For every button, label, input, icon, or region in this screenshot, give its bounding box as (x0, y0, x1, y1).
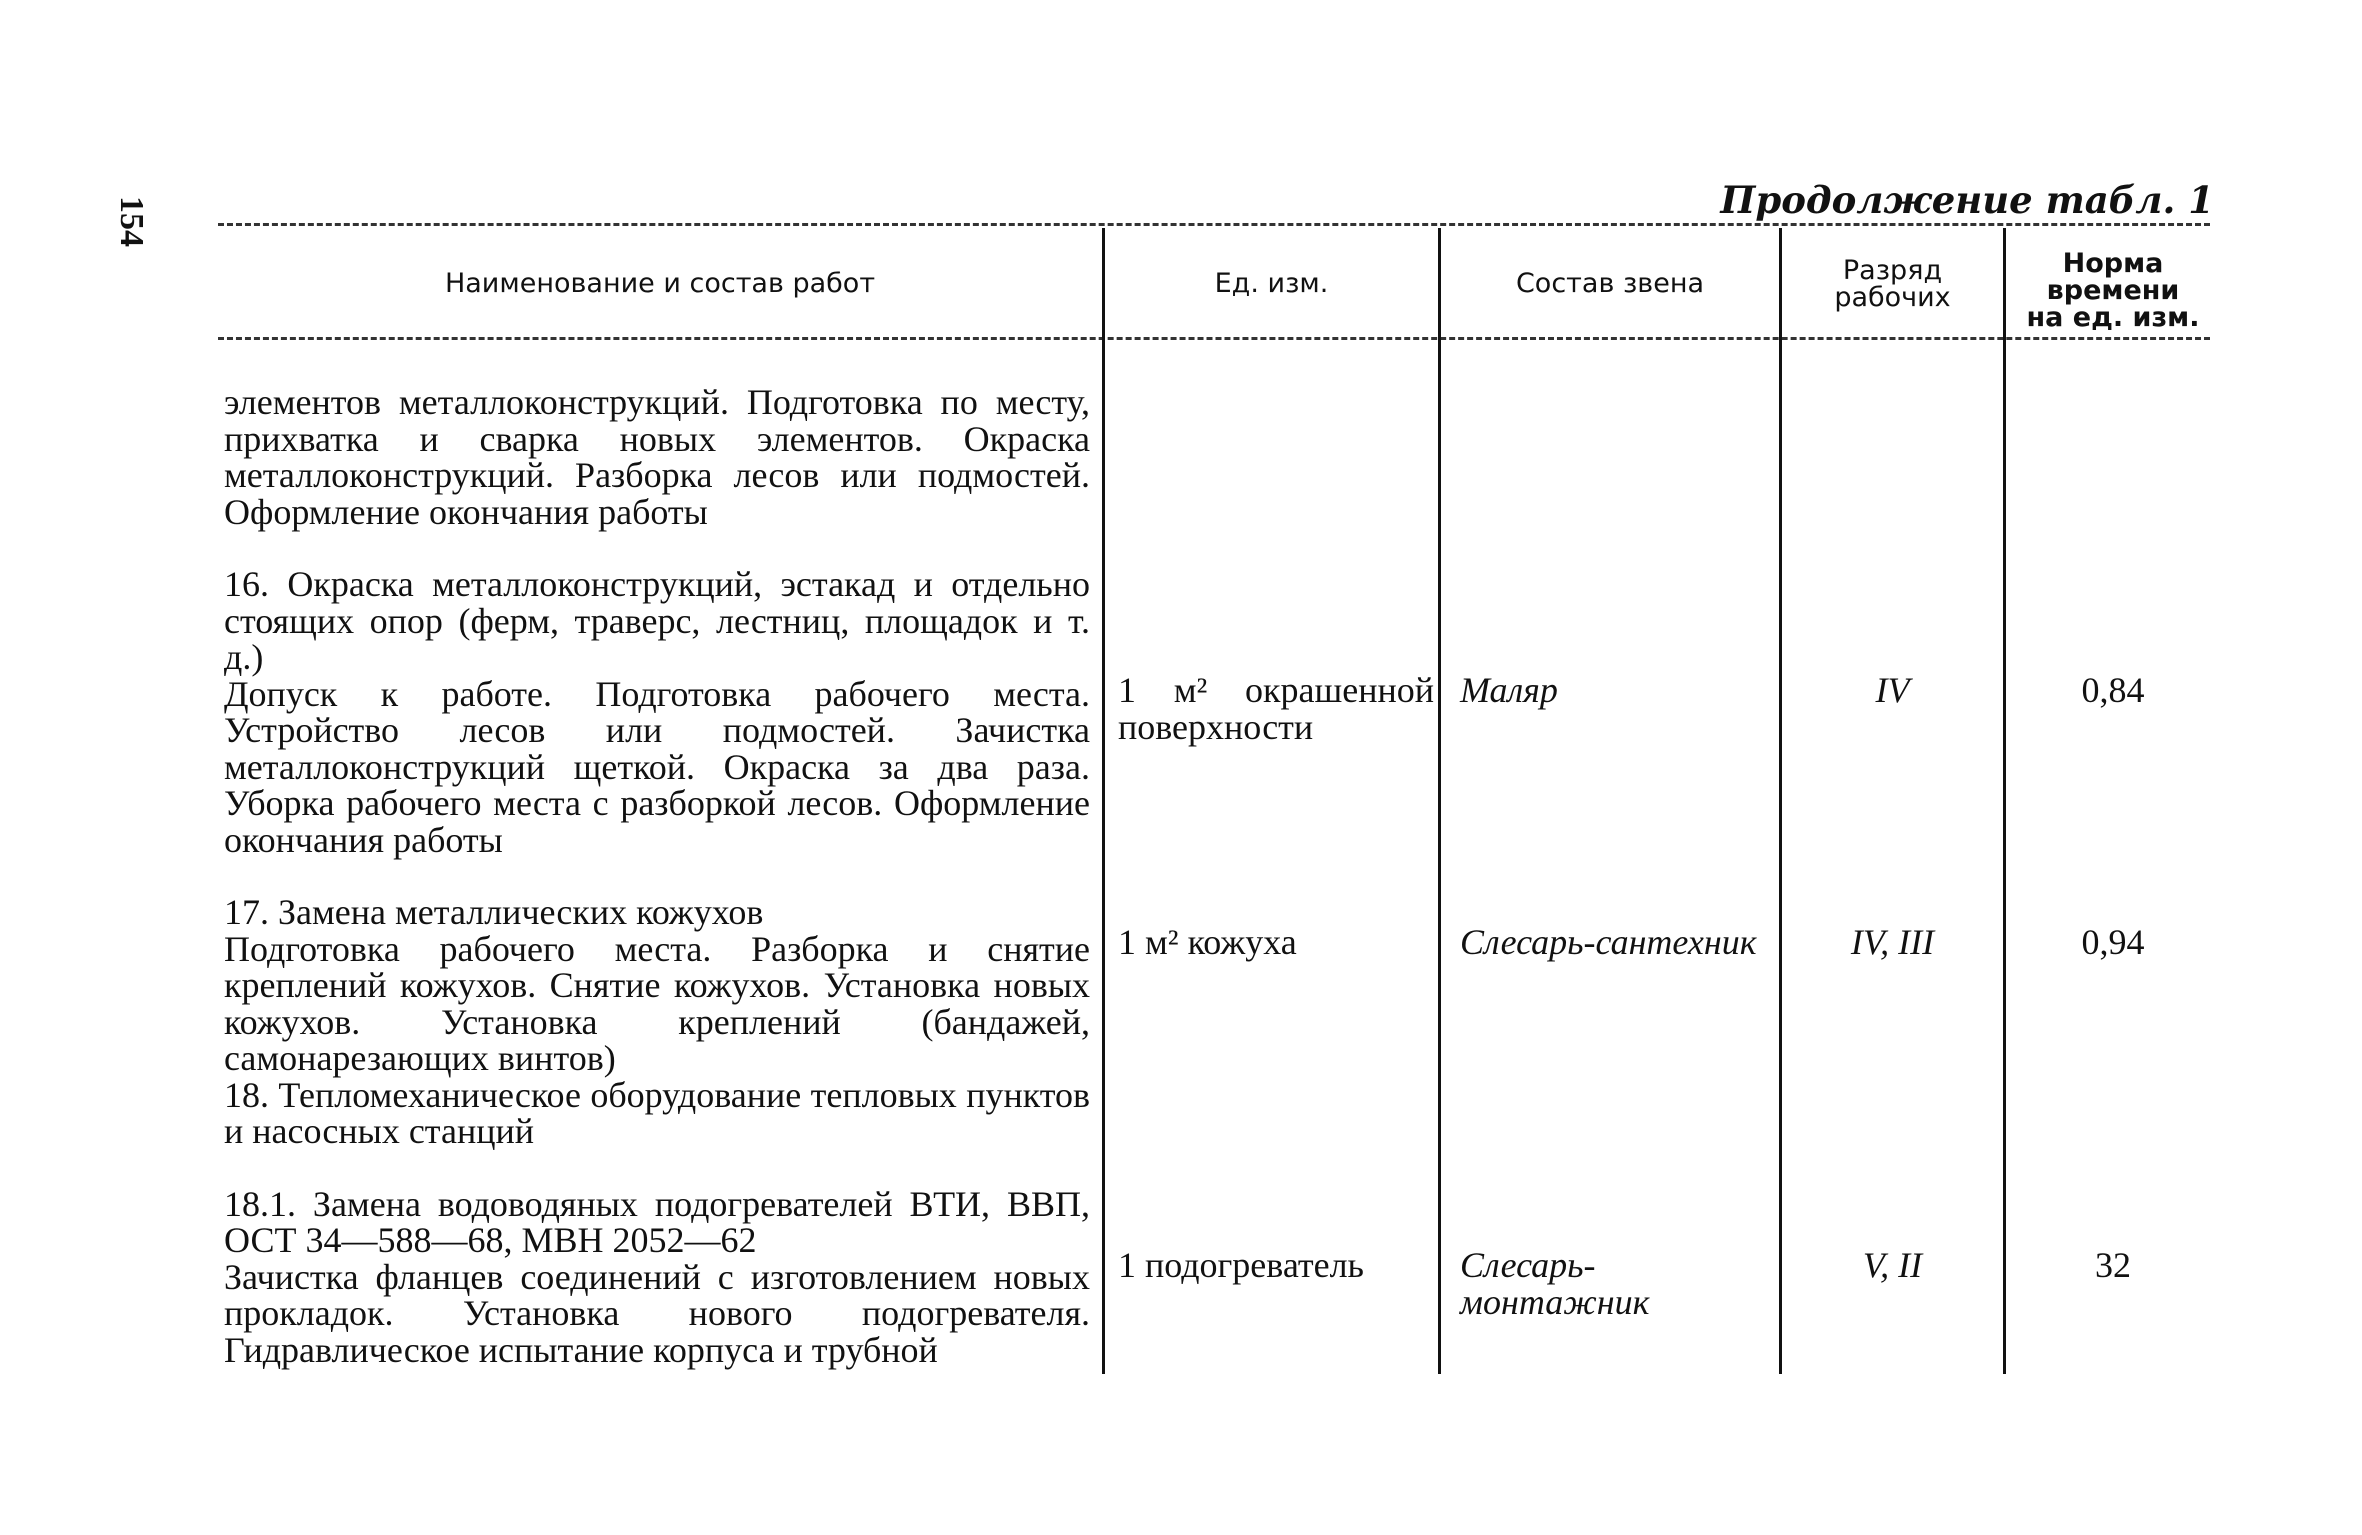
header-top-rule (218, 223, 2210, 226)
grade-cell: V, II (1862, 1245, 1923, 1285)
header-grade-line: рабочих (1834, 282, 1951, 313)
description-text: Зачистка фланцев соединений с изготовлением новых прокладок. Установка нового подогревателя. Гидравлическое испытание корпуса и трубной (224, 1256, 1090, 1370)
header-name: Наименование и состав работ (444, 268, 876, 299)
work-description-column (224, 384, 1090, 1368)
crew-cell: Слесарь-монтажник (1460, 1245, 1650, 1322)
header-norm (2006, 250, 2220, 331)
item-heading: 18.1. Замена водоводяных подогревателей ВТИ, ВВП, ОСТ 34—588—68, МВН 2052—62 (224, 1183, 1090, 1260)
column-divider (1102, 228, 1105, 1374)
header-bottom-rule (218, 337, 2210, 340)
header-norm-line: на ед. изм. (2026, 302, 2200, 333)
norm-cell: 32 (2095, 1245, 2131, 1285)
header-grade-line: Разряд (1842, 255, 1943, 286)
item-heading: 17. Замена металлических кожухов (224, 892, 764, 932)
header-crew: Состав звена (1515, 268, 1705, 299)
header-norm-line: времени (2046, 275, 2180, 306)
description-text: элементов металлоконструкций. Подготовка по месту, прихватка и сварка новых элементов. Окраска металлоконструкций. Разборка лесов или подмостей. Оформление окончания работы (224, 382, 1090, 532)
section-heading: 18. Тепломеханическое оборудование тепловых пунктов и насосных станций (224, 1074, 1090, 1151)
description-text: Допуск к работе. Подготовка рабочего места. Устройство лесов или подмостей. Зачистка металлоконструкций щеткой. Окраска за два раза. Уборка рабочего места с разборкой лесов. Оформление окончания работы (224, 673, 1090, 860)
unit-cell: 1 м² окрашенной поверхности (1118, 670, 1434, 747)
unit-cell: 1 подогреватель (1118, 1245, 1364, 1285)
norm-cell: 0,84 (2081, 670, 2145, 710)
description-text: Подготовка рабочего места. Разборка и снятие креплений кожухов. Снятие кожухов. Установка новых кожухов. Установка креплений (бандажей, самонарезающих винтов) (224, 928, 1090, 1078)
column-divider (1779, 228, 1782, 1374)
grade-cell: IV (1875, 670, 1910, 710)
unit-cell: 1 м² кожуха (1118, 922, 1297, 962)
header-norm-line: Норма (2062, 248, 2164, 279)
table-continuation-title: Продолжение табл. 1 (1720, 178, 2214, 222)
grade-cell: IV, III (1850, 922, 1935, 962)
item-heading: 16. Окраска металлоконструкций, эстакад и отдельно стоящих опор (ферм, траверс, лестниц, площадок и т. д.) (224, 564, 1090, 677)
column-divider (2003, 228, 2006, 1374)
column-divider (1438, 228, 1441, 1374)
header-unit: Ед. изм. (1214, 268, 1329, 299)
crew-cell: Слесарь-сантехник (1460, 922, 1757, 962)
crew-cell: Маляр (1460, 670, 1558, 710)
header-grade (1782, 257, 2003, 311)
norm-cell: 0,94 (2081, 922, 2145, 962)
page-number: 154 (113, 196, 150, 247)
